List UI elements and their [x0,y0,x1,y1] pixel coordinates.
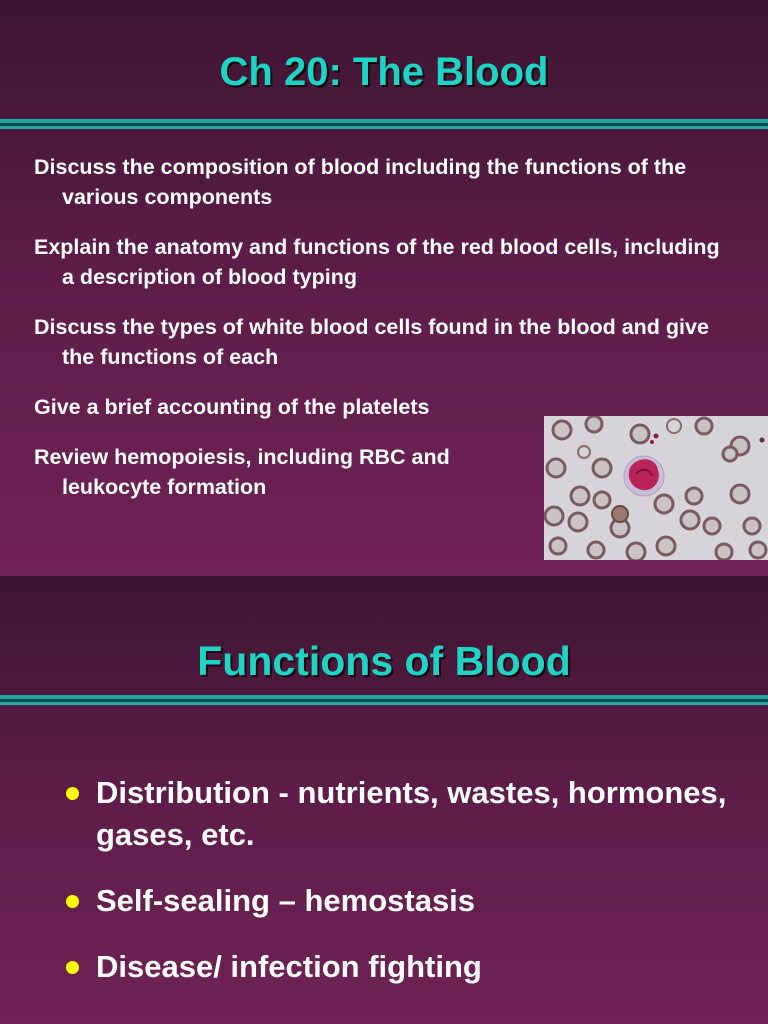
function-item [62,880,742,922]
objective-item: Give a brief accounting of the platelets [34,395,430,419]
objective-item: Review hemopoiesis, including RBC and leukocyte formation [34,445,450,499]
blood-smear-image [544,416,768,560]
function-item-text: Self-sealing – hemostasis [96,883,476,918]
function-item-text: Disease/ infection fighting [96,949,482,984]
function-item-text: Distribution - nutrients, wastes, hormones, gases, etc. [96,775,727,852]
bullet-dot-icon [66,961,79,974]
function-item [62,946,742,988]
bullet-dot-icon [66,787,79,800]
objective-item: Explain the anatomy and functions of the red blood cells, including a description of blood typing [34,235,720,289]
blood-smear-micrograph [544,416,768,560]
objective-item: Discuss the composition of blood including the functions of the various components [34,155,687,209]
objective-item: Discuss the types of white blood cells found in the blood and give the functions of each [34,315,709,369]
bullet-dot-icon [66,895,79,908]
function-item [62,772,742,856]
slide2-title: Functions of Blood [197,638,571,684]
title-divider [0,119,768,133]
functions-list [62,772,742,1012]
slide1-title: Ch 20: The Blood [219,50,549,94]
slide-functions-of-blood [0,576,768,1024]
title-divider [0,695,768,709]
